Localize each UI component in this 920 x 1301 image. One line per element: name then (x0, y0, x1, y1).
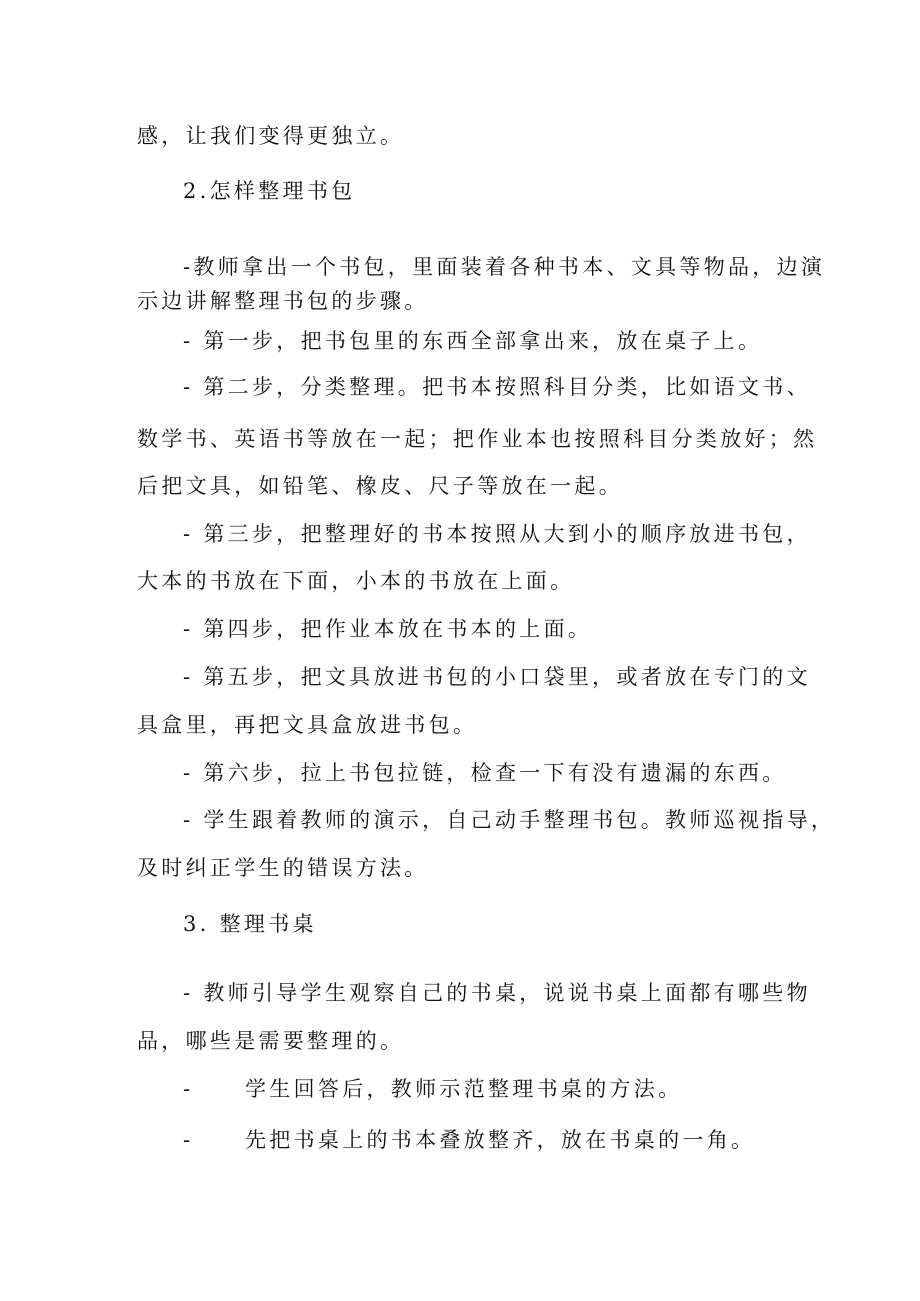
section-heading: 3. 整理书桌 (183, 912, 317, 936)
list-item: - 第一步，把书包里的东西全部拿出来，放在桌子上。 (183, 329, 763, 353)
paragraph-line: 及时纠正学生的错误方法。 (137, 856, 429, 880)
list-item: - 第四步，把作业本放在书本的上面。 (183, 617, 593, 641)
list-bullet: - (183, 1128, 191, 1152)
list-item: - 第五步，把文具放进书包的小口袋里，或者放在专门的文 (183, 665, 811, 689)
list-item: 先把书桌上的书本叠放整齐，放在书桌的一角。 (245, 1128, 756, 1152)
list-item: - 第二步，分类整理。把书本按照科目分类，比如语文书、 (183, 375, 811, 399)
list-item: - 教师引导学生观察自己的书桌，说说书桌上面都有哪些物 (183, 981, 811, 1005)
paragraph-line: 后把文具，如铅笔、橡皮、尺子等放在一起。 (137, 474, 623, 498)
section-heading: 2.怎样整理书包 (183, 179, 356, 203)
paragraph-line: 品，哪些是需要整理的。 (137, 1029, 405, 1053)
list-item: - 学生跟着教师的演示，自己动手整理书包。教师巡视指导， (183, 808, 836, 832)
list-item: - 第六步，拉上书包拉链，检查一下有没有遗漏的东西。 (183, 761, 787, 785)
paragraph-line: 大本的书放在下面，小本的书放在上面。 (137, 569, 575, 593)
paragraph-line: -教师拿出一个书包，里面装着各种书本、文具等物品，边演 (183, 255, 826, 279)
paragraph-line: 示边讲解整理书包的步骤。 (137, 289, 429, 313)
paragraph-line: 数学书、英语书等放在一起；把作业本也按照科目分类放好；然 (137, 427, 818, 451)
list-item: 学生回答后，教师示范整理书桌的方法。 (245, 1077, 683, 1101)
paragraph-line: 具盒里，再把文具盒放进书包。 (137, 713, 478, 737)
paragraph-line: 感，让我们变得更独立。 (137, 124, 405, 148)
list-item: - 第三步，把整理好的书本按照从大到小的顺序放进书包， (183, 522, 811, 546)
list-bullet: - (183, 1077, 191, 1101)
